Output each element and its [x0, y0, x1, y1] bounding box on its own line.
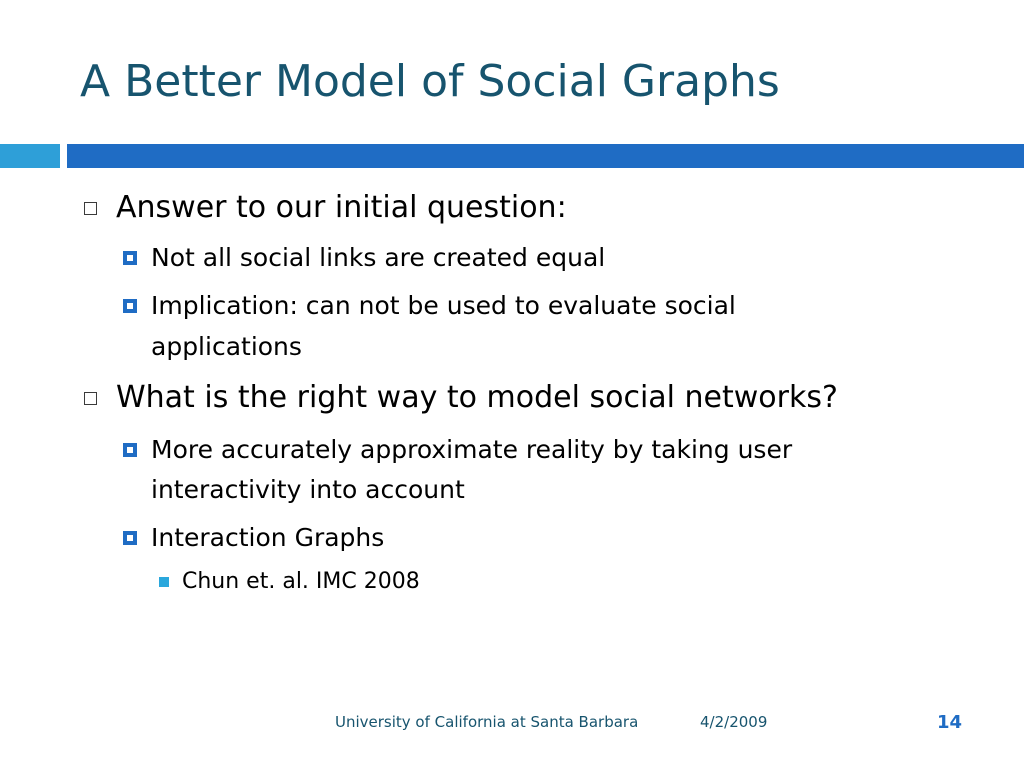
bullet-text-line2: applications — [151, 332, 302, 361]
bullet-text: Not all social links are created equal — [151, 243, 606, 272]
filled-square-icon — [123, 443, 137, 457]
hollow-square-icon — [84, 202, 97, 215]
footer-organization: University of California at Santa Barbara — [335, 713, 639, 731]
bullet-text: Interaction Graphs — [151, 523, 385, 552]
page-number: 14 — [937, 712, 963, 733]
hollow-square-icon — [84, 392, 97, 405]
slide-title: A Better Model of Social Graphs — [80, 56, 780, 107]
bullet-text-line2: interactivity into account — [151, 475, 465, 504]
bullet-text: Answer to our initial question: — [116, 190, 567, 225]
filled-square-icon — [123, 251, 137, 265]
small-square-icon — [159, 577, 169, 587]
bullet-text-line1: More accurately approximate reality by taking user — [151, 435, 793, 464]
footer-date: 4/2/2009 — [700, 713, 768, 731]
bullet-text-line1: Implication: can not be used to evaluate social — [151, 291, 736, 320]
filled-square-icon — [123, 531, 137, 545]
accent-bar-left — [0, 144, 60, 168]
bullet-text: Chun et. al. IMC 2008 — [182, 569, 420, 594]
accent-bar-main — [67, 144, 1024, 168]
bullet-text: What is the right way to model social networks? — [116, 380, 838, 415]
filled-square-icon — [123, 299, 137, 313]
